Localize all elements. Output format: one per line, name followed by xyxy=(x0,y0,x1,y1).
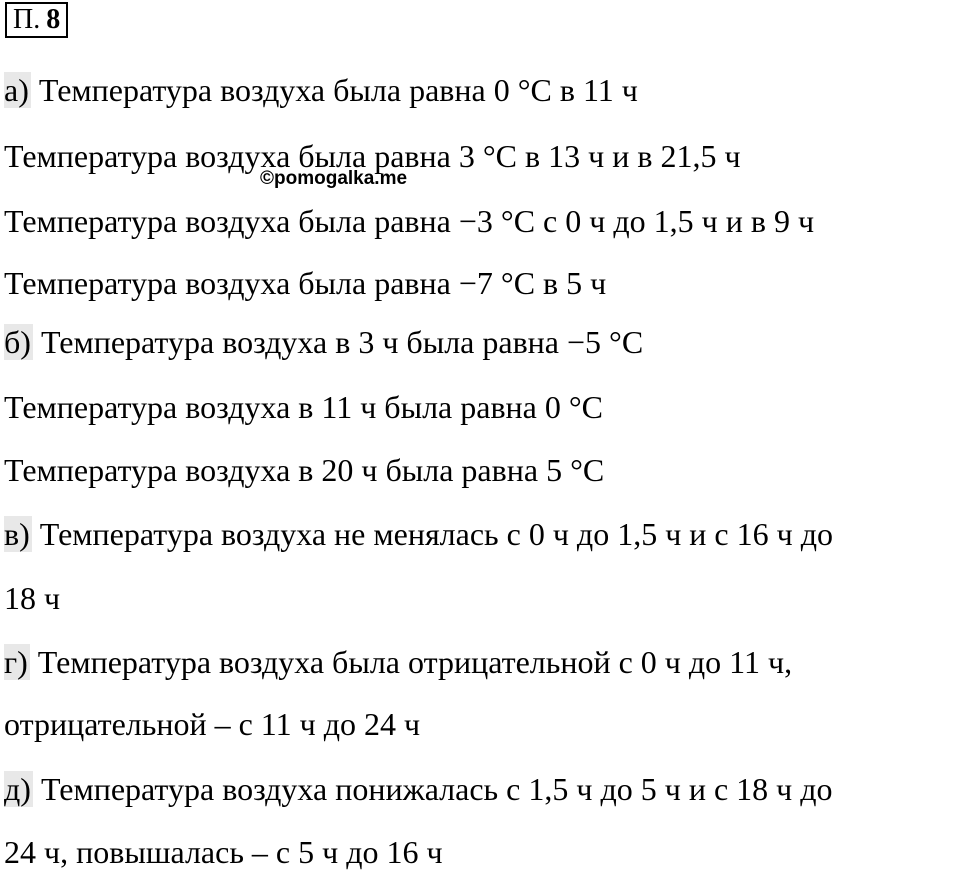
answer-d-line-1 xyxy=(4,769,833,809)
answer-b-line-1 xyxy=(4,322,643,362)
part-marker-a: а) xyxy=(4,72,29,108)
part-marker-d: д) xyxy=(4,771,31,807)
watermark: ©pomogalka.me xyxy=(260,168,408,189)
problem-number: 8 xyxy=(46,4,61,35)
answer-v-line-1 xyxy=(4,514,833,554)
answer-g-text-1: Температура воздуха была отрицательной с 0 ч до 11 ч, xyxy=(29,644,793,680)
part-marker-v: в) xyxy=(4,516,30,552)
answer-b-line-3: Температура воздуха в 20 ч была равна 5 °С xyxy=(4,452,605,488)
answer-v-line-2: 18 ч xyxy=(4,580,61,616)
answer-a-line-3: Температура воздуха была равна −3 °С с 0 ч до 1,5 ч и в 9 ч xyxy=(4,203,815,239)
answer-a-line-1 xyxy=(4,70,638,110)
answer-a-text-1: Температура воздуха была равна 0 °С в 11 ч xyxy=(30,72,638,108)
answer-d-text-1: Температура воздуха понижалась с 1,5 ч до 5 ч и с 18 ч до xyxy=(32,771,833,807)
answer-v-text-1: Температура воздуха не менялась с 0 ч до 1,5 ч и с 16 ч до xyxy=(31,516,833,552)
problem-number-box xyxy=(5,2,68,38)
answer-d-line-2: 24 ч, повышалась – с 5 ч до 16 ч xyxy=(4,834,443,870)
answer-a-line-4: Температура воздуха была равна −7 °С в 5 ч xyxy=(4,265,607,301)
answer-b-text-1: Температура воздуха в 3 ч была равна −5 °С xyxy=(32,324,644,360)
answer-g-line-1 xyxy=(4,642,792,682)
part-marker-b: б) xyxy=(4,324,31,360)
answer-a-line-2: Температура воздуха была равна 3 °С в 13 ч и в 21,5 ч xyxy=(4,138,741,174)
problem-prefix: П. xyxy=(13,4,41,35)
part-marker-g: г) xyxy=(4,644,28,680)
answer-g-line-2: отрицательной – с 11 ч до 24 ч xyxy=(4,706,421,742)
answer-b-line-2: Температура воздуха в 11 ч была равна 0 °С xyxy=(4,389,604,425)
